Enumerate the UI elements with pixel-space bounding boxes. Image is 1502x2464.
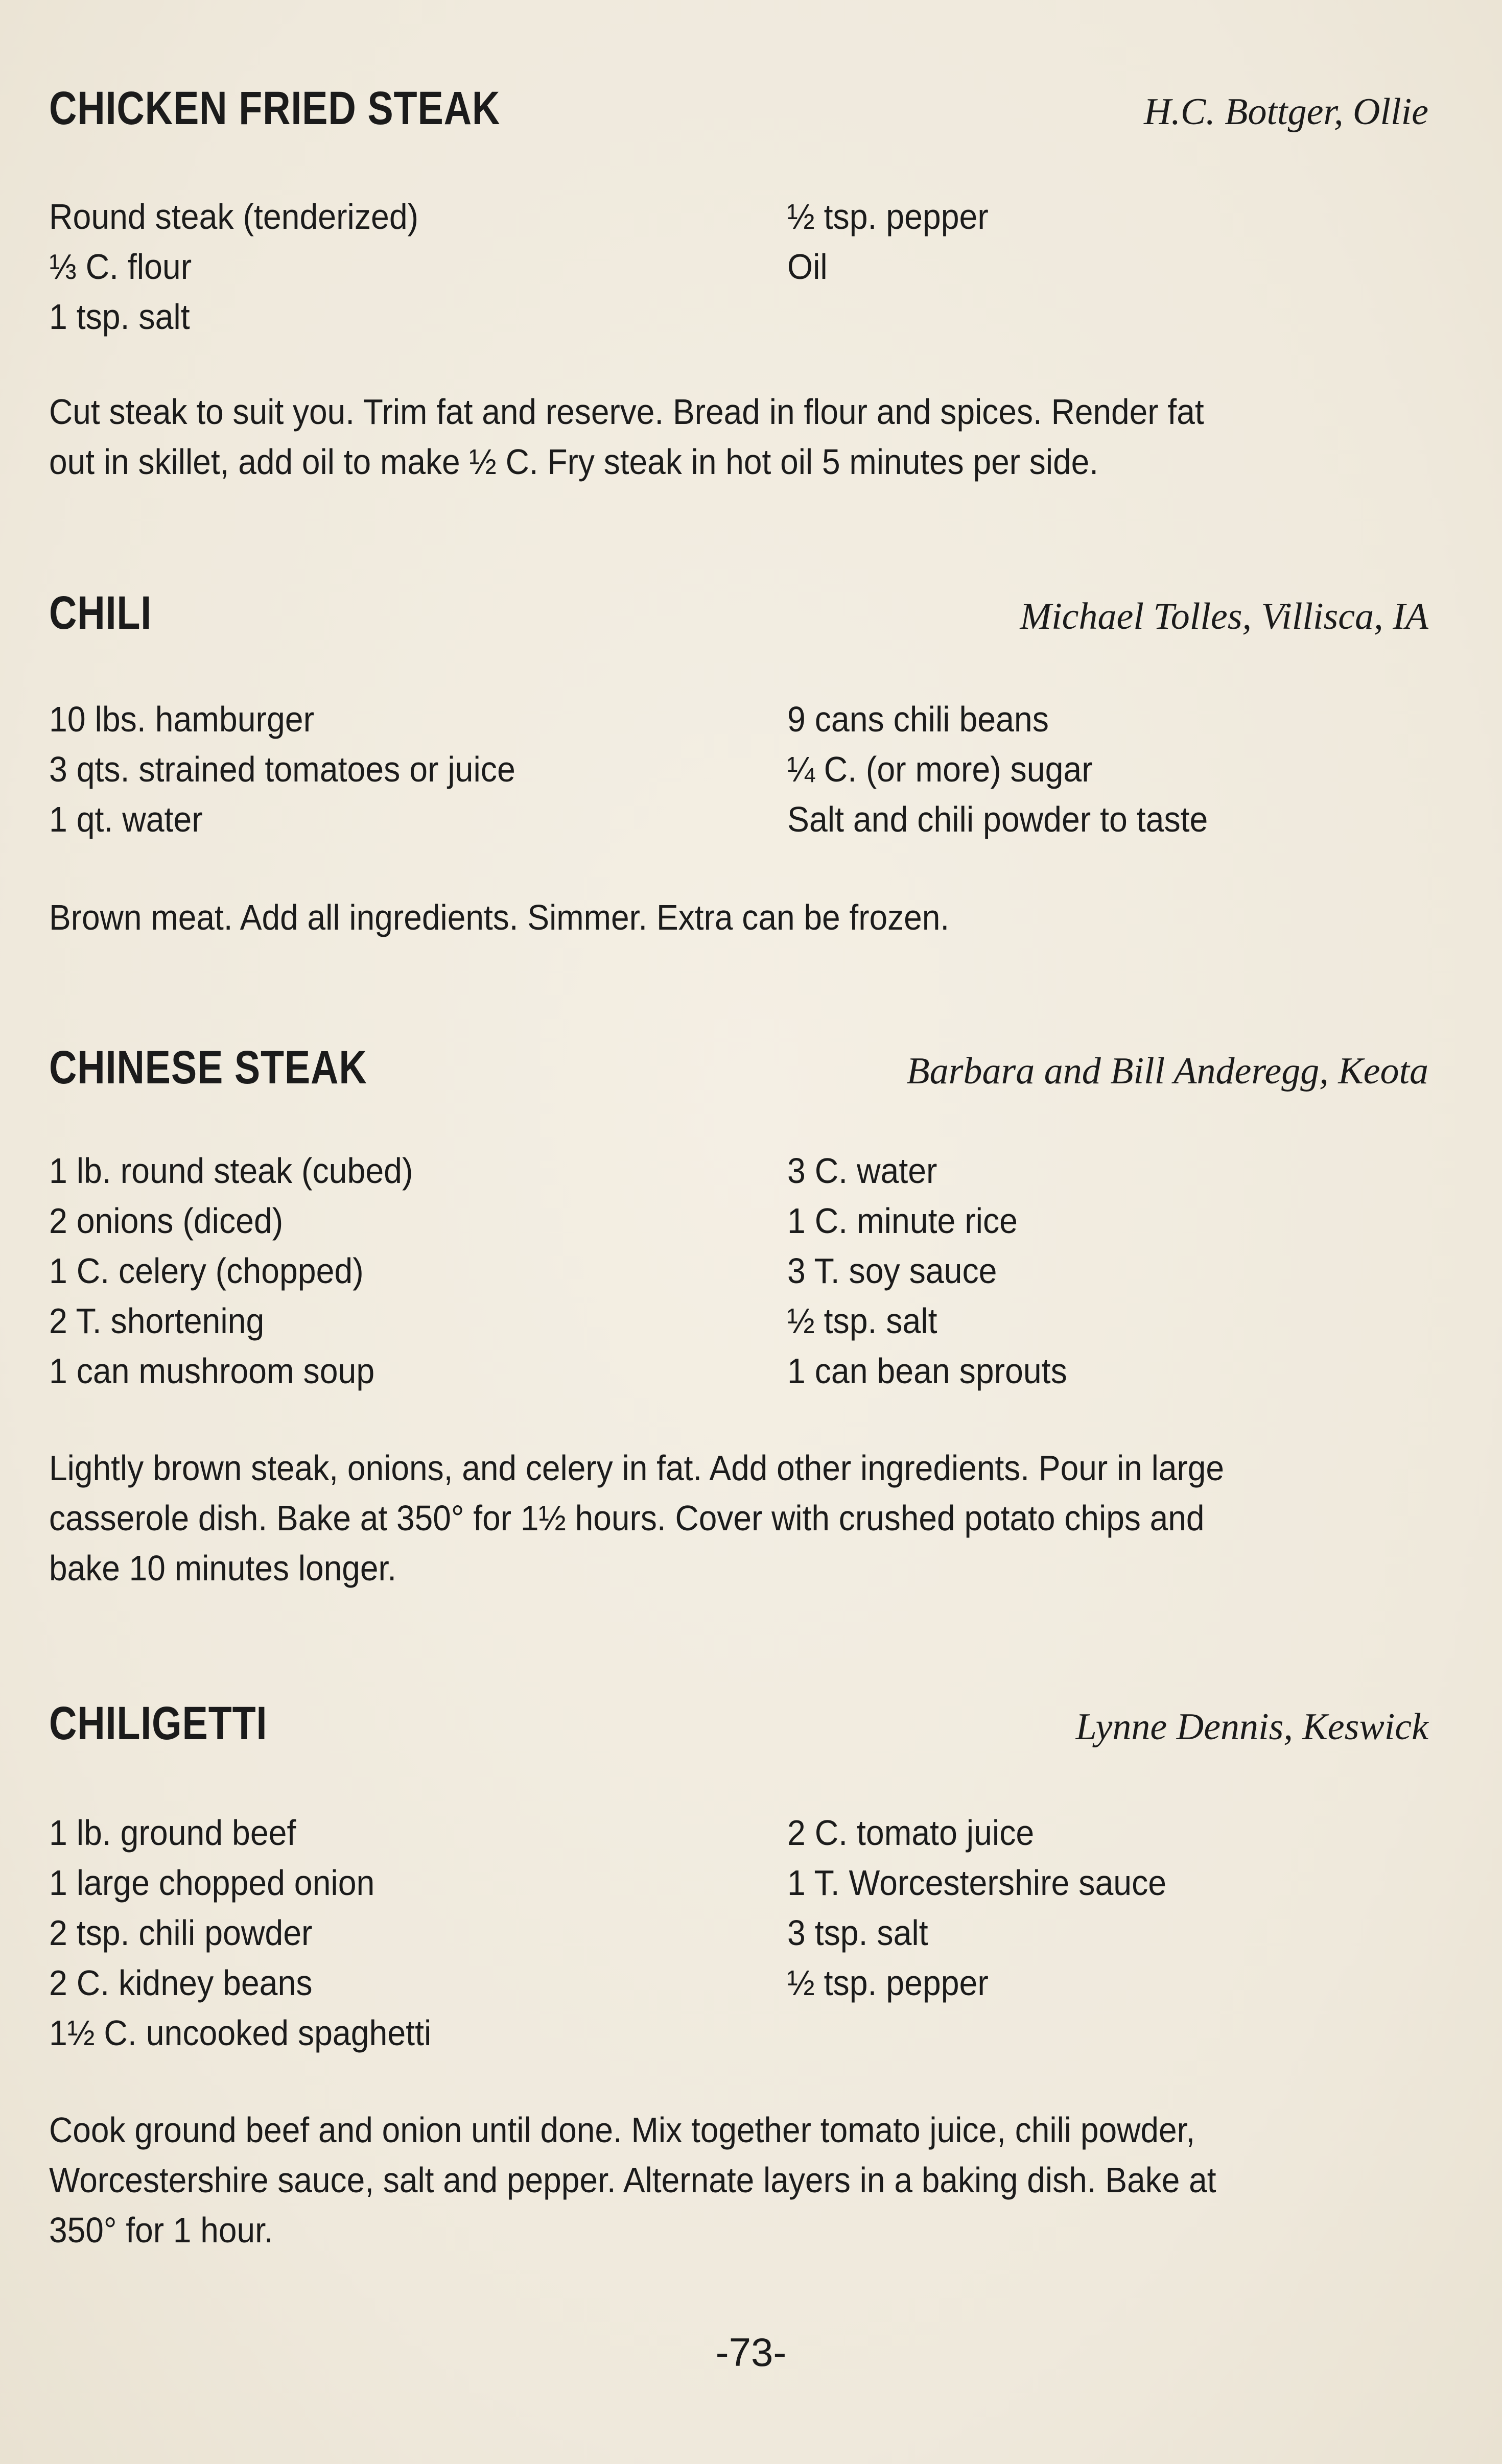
ingredient: ⅓ C. flour <box>49 247 192 287</box>
ingredient: 3 qts. strained tomatoes or juice <box>49 749 515 789</box>
directions-line: Worcestershire sauce, salt and pepper. Alternate layers in a baking dish. Bake at <box>49 2160 1216 2200</box>
recipe-chiligetti <box>49 1697 1428 2255</box>
recipe-directions <box>49 1443 1428 1593</box>
ingredient-list <box>49 1146 1428 1396</box>
ingredient: Round steak (tenderized) <box>49 197 419 236</box>
ingredient: 1 C. minute rice <box>787 1201 1018 1241</box>
ingredient: ¼ C. (or more) sugar <box>787 749 1093 789</box>
ingredient: 1 C. celery (chopped) <box>49 1251 364 1291</box>
recipe-header <box>49 82 1428 135</box>
ingredient: 1 qt. water <box>49 799 203 839</box>
ingredient: 1 can mushroom soup <box>49 1351 375 1391</box>
ingredient: 2 C. tomato juice <box>787 1813 1035 1853</box>
ingredient: 1 lb. round steak (cubed) <box>49 1151 413 1191</box>
recipe-title: CHINESE STEAK <box>49 1041 367 1094</box>
recipe-author: H.C. Bottger, Ollie <box>1143 91 1428 133</box>
ingredient: 3 T. soy sauce <box>787 1251 997 1291</box>
ingredient-list <box>49 694 1428 844</box>
ingredient-column-right <box>787 694 1428 844</box>
directions-line: Lightly brown steak, onions, and celery in fat. Add other ingredients. Pour in large <box>49 1448 1225 1488</box>
recipe-directions <box>49 2105 1428 2255</box>
ingredient: Salt and chili powder to taste <box>787 799 1208 839</box>
directions-line: casserole dish. Bake at 350° for 1½ hours. Cover with crushed potato chips and <box>49 1498 1205 1538</box>
page-number: -73- <box>715 2330 787 2375</box>
recipe-title: CHILIGETTI <box>49 1697 268 1749</box>
ingredient: 1½ C. uncooked spaghetti <box>49 2013 432 2053</box>
directions-line: Cook ground beef and onion until done. Mix together tomato juice, chili powder, <box>49 2110 1195 2150</box>
ingredient: 3 C. water <box>787 1151 937 1191</box>
recipe-title: CHICKEN FRIED STEAK <box>49 82 501 134</box>
recipe-header <box>49 1041 1428 1095</box>
ingredient-column-right <box>787 192 1428 342</box>
recipe-directions <box>49 387 1428 487</box>
ingredient-column-left <box>49 192 787 342</box>
ingredient-column-left <box>49 1146 787 1396</box>
ingredient: 2 T. shortening <box>49 1301 265 1341</box>
ingredient: 1 can bean sprouts <box>787 1351 1067 1391</box>
ingredient-column-left <box>49 1808 787 2058</box>
ingredient: ½ tsp. salt <box>787 1301 937 1341</box>
recipe-header <box>49 1697 1428 1750</box>
directions-line: Cut steak to suit you. Trim fat and reserve. Bread in flour and spices. Render fat <box>49 392 1204 432</box>
directions-line: 350° for 1 hour. <box>49 2210 273 2250</box>
recipe-title: CHILI <box>49 587 152 639</box>
ingredient: 1 large chopped onion <box>49 1863 375 1903</box>
recipe-header <box>49 586 1428 640</box>
recipe-author: Lynne Dennis, Keswick <box>1075 1706 1428 1748</box>
recipe-chinese-steak <box>49 1041 1428 1593</box>
ingredient: 1 tsp. salt <box>49 297 190 337</box>
ingredient: 2 onions (diced) <box>49 1201 284 1241</box>
ingredient-list <box>49 1808 1428 2058</box>
recipe-chicken-fried-steak <box>49 82 1428 487</box>
recipe-author: Michael Tolles, Villisca, IA <box>1020 596 1428 637</box>
recipe-directions <box>49 892 1428 942</box>
directions-line: bake 10 minutes longer. <box>49 1548 397 1588</box>
ingredient: 2 tsp. chili powder <box>49 1913 313 1953</box>
ingredient: 1 T. Worcestershire sauce <box>787 1863 1167 1903</box>
ingredient: 1 lb. ground beef <box>49 1813 296 1853</box>
ingredient-column-left <box>49 694 787 844</box>
directions-line: Brown meat. Add all ingredients. Simmer. Extra can be frozen. <box>49 897 950 937</box>
ingredient: 2 C. kidney beans <box>49 1963 313 2003</box>
ingredient: 10 lbs. hamburger <box>49 699 315 739</box>
ingredient: Oil <box>787 247 828 287</box>
ingredient-column-right <box>787 1808 1428 2058</box>
ingredient-list <box>49 192 1428 342</box>
ingredient: ½ tsp. pepper <box>787 197 989 236</box>
recipe-author: Barbara and Bill Anderegg, Keota <box>906 1050 1428 1092</box>
directions-line: out in skillet, add oil to make ½ C. Fry steak in hot oil 5 minutes per side. <box>49 442 1099 482</box>
ingredient-column-right <box>787 1146 1428 1396</box>
ingredient: 9 cans chili beans <box>787 699 1049 739</box>
ingredient: 3 tsp. salt <box>787 1913 928 1953</box>
recipe-chili <box>49 586 1428 942</box>
ingredient: ½ tsp. pepper <box>787 1963 989 2003</box>
